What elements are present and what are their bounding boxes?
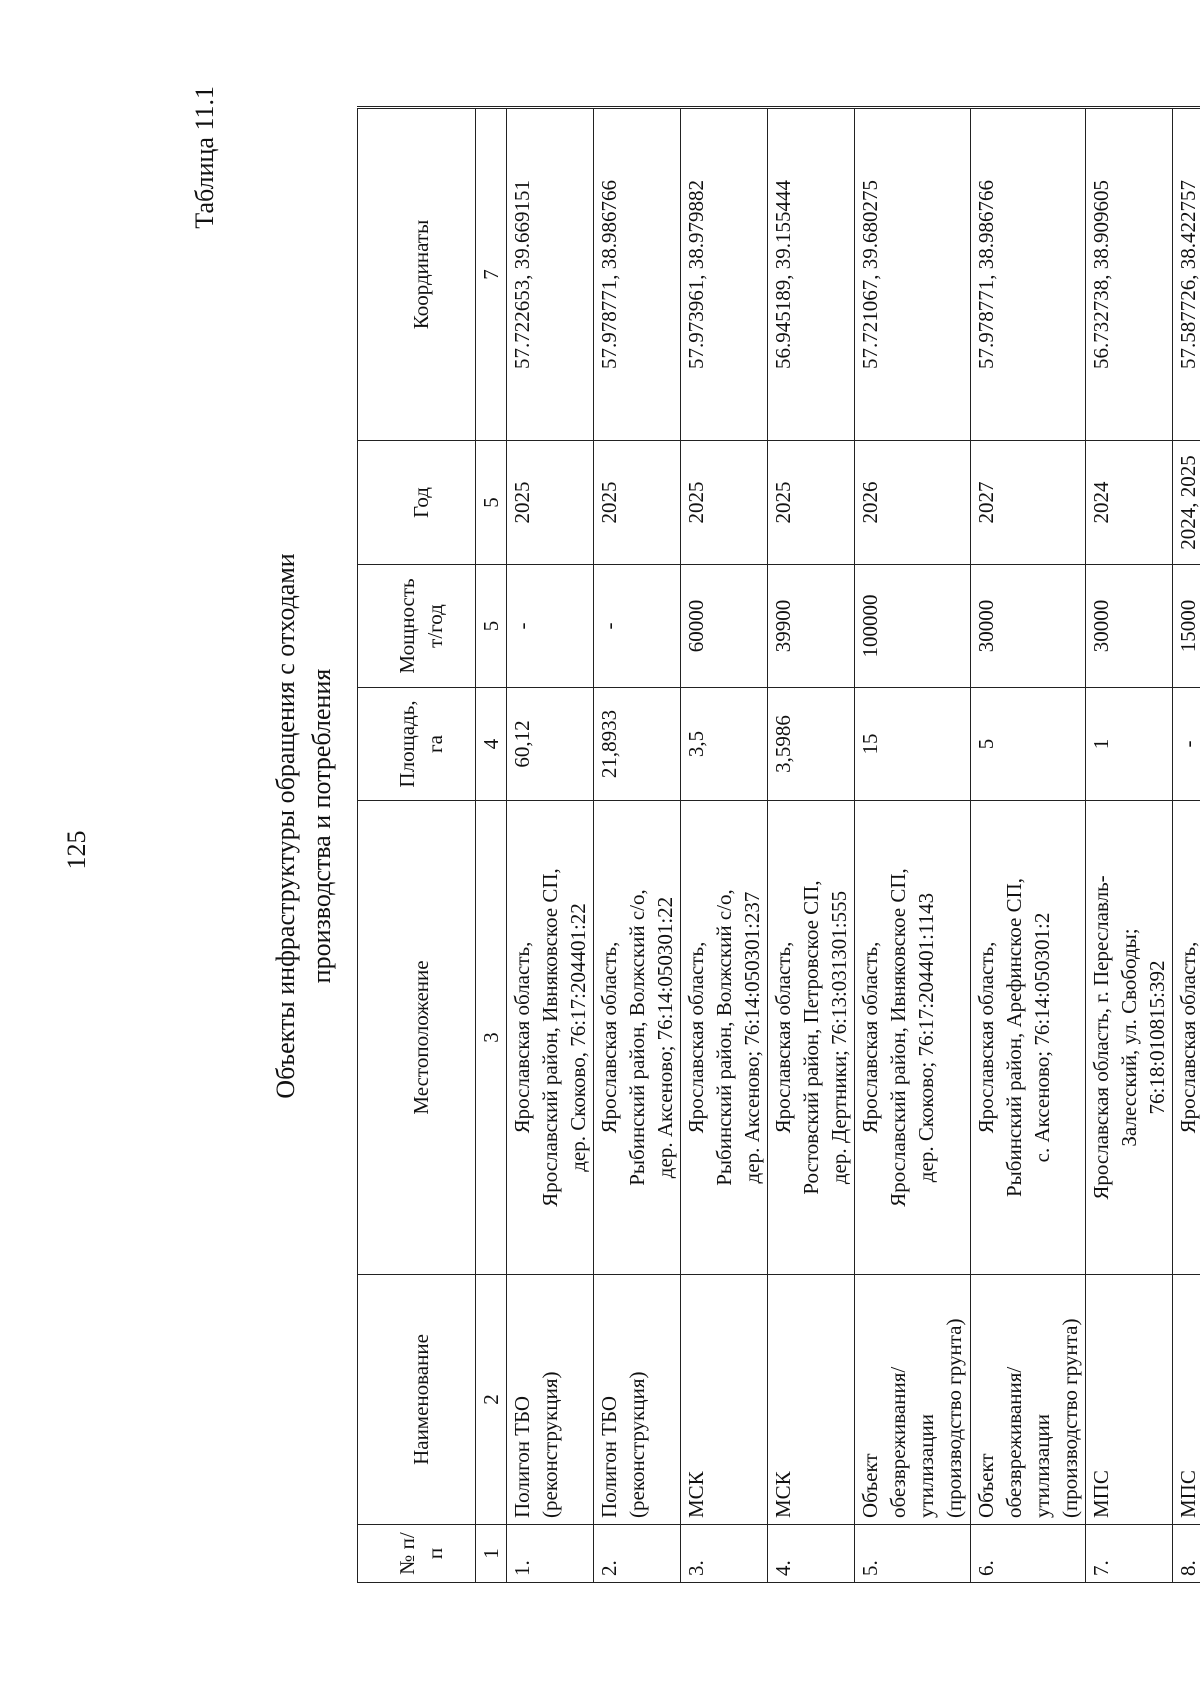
- name-cell: [507, 1275, 594, 1525]
- row-number-cell: 1.: [507, 1525, 594, 1583]
- name-line: МПС: [1176, 1470, 1200, 1518]
- area-cell: 3,5986: [768, 688, 855, 801]
- waste-infrastructure-table: [357, 106, 1200, 1583]
- year-cell: 2024, 2025: [1173, 441, 1200, 565]
- column-number: 4: [476, 688, 507, 801]
- location-cell: [1173, 801, 1200, 1275]
- capacity-cell: 100000: [855, 565, 971, 688]
- name-cell: [681, 1275, 768, 1525]
- header-cell-capacity: Мощность т/год: [358, 565, 476, 688]
- location-line: Ярославская область, г. Переславль-: [1089, 875, 1113, 1200]
- table-row: [1086, 108, 1173, 1583]
- coords-cell: 57.722653, 39.669151: [507, 108, 594, 441]
- row-number-cell: 7.: [1086, 1525, 1173, 1583]
- column-number: 7: [476, 108, 507, 441]
- location-line: дер. Скоково, 76:17:204401:22: [566, 903, 590, 1172]
- table-row: [855, 108, 971, 1583]
- capacity-cell: 30000: [1086, 565, 1173, 688]
- location-line: Рыбинский район, Волжский с/о,: [625, 889, 649, 1186]
- location-line: Рыбинский район, Волжский с/о,: [712, 889, 736, 1186]
- table-title-line: производства и потребления: [307, 668, 336, 984]
- coords-cell: 57.978771, 38.986766: [594, 108, 681, 441]
- capacity-cell: -: [594, 565, 681, 688]
- name-cell: [1086, 1275, 1173, 1525]
- location-line: дер. Аксеново; 76:14:050301:237: [740, 891, 764, 1184]
- row-number-cell: 4.: [768, 1525, 855, 1583]
- column-number: 3: [476, 801, 507, 1275]
- year-cell: 2025: [768, 441, 855, 565]
- location-line: дер. Аксеново; 76:14:050301:22: [653, 896, 677, 1179]
- table-row: [1173, 108, 1200, 1583]
- row-number-cell: 6.: [971, 1525, 1086, 1583]
- location-cell: [971, 801, 1086, 1275]
- page-number: 125: [62, 830, 91, 870]
- location-line: Ярославская область,: [510, 941, 534, 1134]
- name-cell: [768, 1275, 855, 1525]
- name-line: Объект: [974, 1453, 998, 1518]
- column-number: 2: [476, 1275, 507, 1525]
- table-body: [507, 108, 1200, 1583]
- capacity-cell: 15000: [1173, 565, 1200, 688]
- column-number: 1: [476, 1525, 507, 1583]
- location-line: Ярославская область,: [771, 941, 795, 1134]
- name-line: утилизации: [1030, 1414, 1054, 1518]
- location-line: с. Аксеново; 76:14:050301:2: [1030, 912, 1054, 1163]
- header-cell-year: Год: [358, 441, 476, 565]
- row-number-cell: 2.: [594, 1525, 681, 1583]
- coords-cell: 57.978771, 38.986766: [971, 108, 1086, 441]
- capacity-cell: 60000: [681, 565, 768, 688]
- name-line: Полигон ТБО: [510, 1395, 534, 1518]
- name-line: (производство грунта): [942, 1318, 966, 1518]
- capacity-cell: 30000: [971, 565, 1086, 688]
- table-title-line: Объекты инфраструктуры обращения с отходами: [271, 553, 300, 1099]
- name-line: утилизации: [914, 1414, 938, 1518]
- coords-cell: 56.945189, 39.155444: [768, 108, 855, 441]
- coords-cell: 57.721067, 39.680275: [855, 108, 971, 441]
- name-line: МСК: [684, 1471, 708, 1518]
- location-line: 76:18:010815:392: [1145, 960, 1169, 1115]
- year-cell: 2025: [507, 441, 594, 565]
- location-line: Ярославская область,: [597, 941, 621, 1134]
- area-cell: 15: [855, 688, 971, 801]
- row-number-cell: 5.: [855, 1525, 971, 1583]
- coords-cell: 56.732738, 38.909605: [1086, 108, 1173, 441]
- row-number-cell: 8.: [1173, 1525, 1200, 1583]
- header-cell-location: Местоположение: [358, 801, 476, 1275]
- coords-cell: 57.587726, 38.422757: [1173, 108, 1200, 441]
- table-row: [507, 108, 594, 1583]
- name-cell: [594, 1275, 681, 1525]
- row-number-cell: 3.: [681, 1525, 768, 1583]
- name-line: обезвреживания/: [1002, 1366, 1026, 1518]
- location-cell: [1086, 801, 1173, 1275]
- location-line: Ярославский район, Ивняковское СП,: [538, 868, 562, 1207]
- table-row: [768, 108, 855, 1583]
- capacity-cell: -: [507, 565, 594, 688]
- name-line: МСК: [771, 1471, 795, 1518]
- capacity-cell: 39900: [768, 565, 855, 688]
- year-cell: 2026: [855, 441, 971, 565]
- name-line: (реконструкция): [625, 1371, 649, 1518]
- table-title: [268, 476, 340, 1176]
- name-line: (реконструкция): [538, 1371, 562, 1518]
- location-line: Ярославская область,: [1176, 941, 1200, 1134]
- area-cell: 5: [971, 688, 1086, 801]
- year-cell: 2024: [1086, 441, 1173, 565]
- column-number-row: [476, 108, 507, 1583]
- area-cell: 3,5: [681, 688, 768, 801]
- name-line: (производство грунта): [1058, 1318, 1082, 1518]
- table-row: [594, 108, 681, 1583]
- location-cell: [768, 801, 855, 1275]
- table-label: Таблица 11.1: [190, 86, 219, 229]
- name-line: обезвреживания/: [886, 1366, 910, 1518]
- year-cell: 2025: [681, 441, 768, 565]
- header-cell-num: № п/п: [358, 1525, 476, 1583]
- header-cell-area: Площадь, га: [358, 688, 476, 801]
- location-line: дер. Скоково; 76:17:204401:1143: [914, 892, 938, 1183]
- location-cell: [594, 801, 681, 1275]
- name-line: Полигон ТБО: [597, 1395, 621, 1518]
- name-cell: [971, 1275, 1086, 1525]
- name-cell: [855, 1275, 971, 1525]
- area-cell: 60,12: [507, 688, 594, 801]
- column-number: 5: [476, 441, 507, 565]
- year-cell: 2027: [971, 441, 1086, 565]
- location-line: дер. Дертники; 76:13:031301:555: [827, 890, 851, 1185]
- header-row: [358, 108, 476, 1583]
- location-line: Ярославская область,: [974, 941, 998, 1134]
- area-cell: 1: [1086, 688, 1173, 801]
- area-cell: -: [1173, 688, 1200, 801]
- location-cell: [507, 801, 594, 1275]
- location-line: Ярославский район, Ивняковское СП,: [886, 868, 910, 1207]
- area-cell: 21,8933: [594, 688, 681, 801]
- coords-cell: 57.973961, 38.979882: [681, 108, 768, 441]
- location-line: Ярославская область,: [858, 941, 882, 1134]
- header-cell-name: Наименование: [358, 1275, 476, 1525]
- location-line: Ростовский район, Петровское СП,: [799, 880, 823, 1195]
- location-cell: [855, 801, 971, 1275]
- name-line: Объект: [858, 1453, 882, 1518]
- table-row: [971, 108, 1086, 1583]
- column-number: 5: [476, 565, 507, 688]
- location-cell: [681, 801, 768, 1275]
- year-cell: 2025: [594, 441, 681, 565]
- location-line: Рыбинский район, Арефинское СП,: [1002, 877, 1026, 1198]
- location-line: Ярославская область,: [684, 941, 708, 1134]
- name-line: МПС: [1089, 1470, 1113, 1518]
- location-line: Залесский, ул. Свободы;: [1117, 928, 1141, 1147]
- table-row: [681, 108, 768, 1583]
- name-cell: [1173, 1275, 1200, 1525]
- header-cell-coords: Координаты: [358, 108, 476, 441]
